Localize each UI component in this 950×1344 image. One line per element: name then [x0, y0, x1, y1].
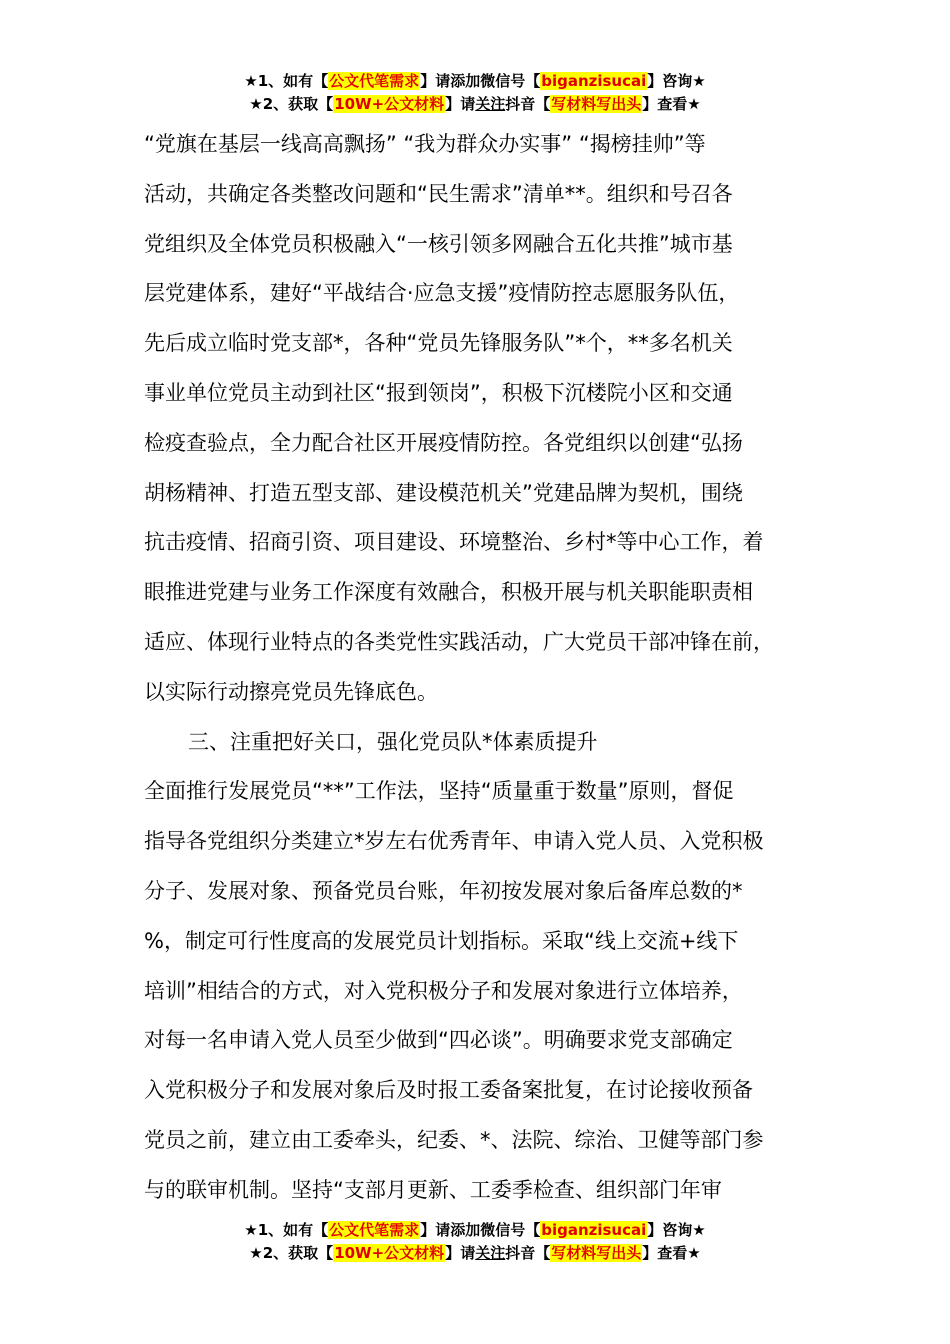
text-line: 抗击疫情、招商引资、项目建设、环境整治、乡村*等中心工作，着 [144, 530, 764, 555]
promo-highlight: 写材料写出头 [551, 1244, 642, 1262]
promo-text: 】咨询★ [647, 72, 706, 90]
document-body [144, 120, 834, 1216]
promo-text: ★2、获取【 [249, 95, 334, 113]
text-line: 先后成立临时党支部*，各种“党员先锋服务队”*个，**多名机关 [144, 331, 733, 356]
promo-highlight: 10W+公文材料 [334, 95, 445, 113]
promo-text: 】咨询★ [647, 1221, 706, 1239]
text-line: 分子、发展对象、预备党员台账，年初按发展对象后备库总数的* [144, 878, 743, 903]
promo-underlined-text: 关注 [475, 95, 506, 113]
promo-highlight: 写材料写出头 [551, 95, 642, 113]
promo-highlight: biganzisucai [541, 72, 647, 90]
promo-line-1 [0, 70, 950, 93]
promo-text: 抖音【 [505, 95, 551, 113]
bottom-promo-banner [0, 1219, 950, 1265]
promo-text: ★2、获取【 [249, 1244, 334, 1262]
promo-text: 】请 [445, 95, 476, 113]
text-line: 层党建体系，建好“平战结合·应急支援”疫情防控志愿服务队伍， [144, 281, 740, 306]
top-promo-banner [0, 70, 950, 116]
promo-text: 】请添加微信号【 [420, 72, 541, 90]
text-line: 眼推进党建与业务工作深度有效融合，积极开展与机关职能职责相 [144, 580, 753, 605]
promo-line-1 [0, 1219, 950, 1242]
promo-text: ★1、如有【 [244, 1221, 329, 1239]
text-line: 以实际行动擦亮党员先锋底色。 [144, 679, 438, 704]
promo-text: ★1、如有【 [244, 72, 329, 90]
promo-highlight: 公文代笔需求 [329, 72, 420, 90]
text-line: 党组织及全体党员积极融入“一核引领多网融合五化共推”城市基 [144, 231, 733, 256]
text-line: 对每一名申请入党人员至少做到“四必谈”。明确要求党支部确定 [144, 1028, 733, 1053]
promo-text: 】请 [445, 1244, 476, 1262]
text-line: 适应、体现行业特点的各类党性实践活动，广大党员干部冲锋在前， [144, 629, 774, 654]
text-line: 活动，共确定各类整改问题和“民生需求”清单**。组织和号召各 [144, 181, 733, 206]
promo-text: 】查看★ [642, 95, 701, 113]
text-line: 入党积极分子和发展对象后及时报工委备案批复，在讨论接收预备 [144, 1078, 753, 1103]
text-line: %，制定可行性度高的发展党员计划指标。采取“线上交流+线下 [144, 928, 739, 953]
text-line: 事业单位党员主动到社区“报到领岗”，积极下沉楼院小区和交通 [144, 380, 733, 405]
promo-line-2 [0, 93, 950, 116]
promo-highlight: 10W+公文材料 [334, 1244, 445, 1262]
text-line: “党旗在基层一线高高飘扬” “我为群众办实事” “揭榜挂帅”等 [144, 132, 706, 156]
text-line: 胡杨精神、打造五型支部、建设模范机关”党建品牌为契机，围绕 [144, 480, 743, 505]
text-line: 全面推行发展党员“**”工作法，坚持“质量重于数量”原则，督促 [144, 779, 734, 804]
promo-text: 】查看★ [642, 1244, 701, 1262]
promo-underlined-text: 关注 [475, 1244, 506, 1262]
promo-text: 】请添加微信号【 [420, 1221, 541, 1239]
text-line: 培训”相结合的方式，对入党积极分子和发展对象进行立体培养， [144, 978, 743, 1003]
text-line: 与的联审机制。坚持“支部月更新、工委季检查、组织部门年审 [144, 1177, 722, 1202]
promo-line-2 [0, 1242, 950, 1265]
section-heading: 三、注重把好关口，强化党员队*体素质提升 [188, 729, 598, 754]
text-line: 党员之前，建立由工委牵头，纪委、*、法院、综治、卫健等部门参 [144, 1127, 764, 1152]
text-line: 检疫查验点，全力配合社区开展疫情防控。各党组织以创建“弘扬 [144, 430, 743, 455]
promo-highlight: biganzisucai [541, 1221, 647, 1239]
text-line: 指导各党组织分类建立*岁左右优秀青年、申请入党人员、入党积极 [144, 829, 764, 854]
promo-highlight: 公文代笔需求 [329, 1221, 420, 1239]
promo-text: 抖音【 [505, 1244, 551, 1262]
